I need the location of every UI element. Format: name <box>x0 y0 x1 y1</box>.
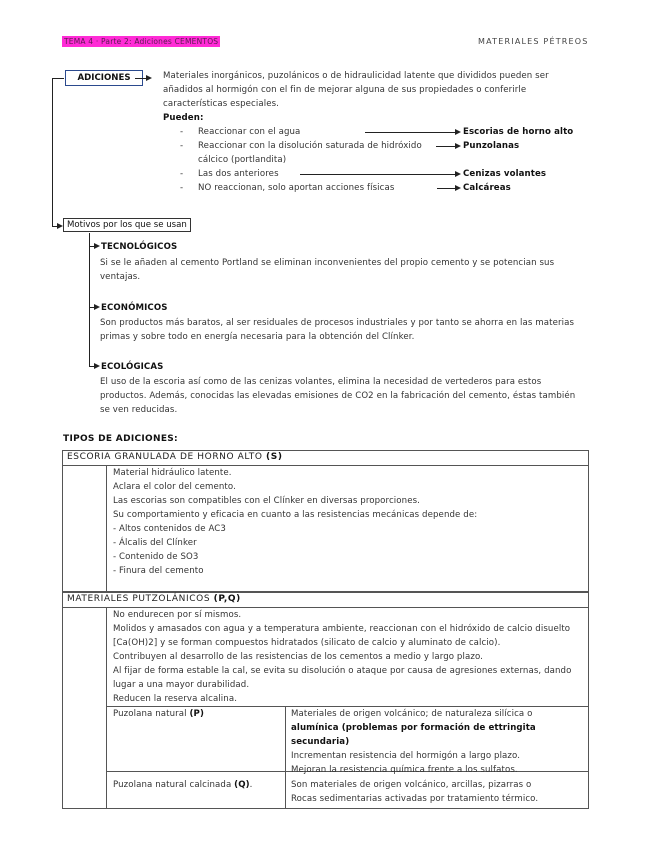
pueden-result: Punzolanas <box>463 141 520 151</box>
motivo-line: El uso de la escoria así como de las cenizas volantes, elimina la necesidad de vertederos para estos <box>100 377 542 387</box>
natural-line: Incrementan resistencia del hormigón a largo plazo. <box>291 751 521 761</box>
puzolana-calcinada-label <box>113 778 252 792</box>
puzolana-calcinada-code: (Q) <box>234 780 250 790</box>
motivos-box: Motivos por los que se usan <box>63 218 191 232</box>
puzolanicos-line: lugar a una mayor durabilidad. <box>113 680 250 690</box>
escoria-line: - Contenido de SO3 <box>113 552 199 562</box>
arrow-head-icon <box>146 75 152 81</box>
motivo-text <box>100 375 600 417</box>
escoria-line: Material hidráulico latente. <box>113 468 232 478</box>
definition-line: Materiales inorgánicos, puzolánicos o de hidraulicidad latente que divididos pueden ser <box>163 71 549 81</box>
puzolana-calcinada-suffix: . <box>249 780 253 790</box>
motivo-line: productos. Además, conocidas las elevadas emisiones de CO2 en la fabricación del cemento, éstas también <box>100 391 576 401</box>
connector-line <box>89 233 90 366</box>
adiciones-box: ADICIONES <box>65 70 143 86</box>
tipos-title: TIPOS DE ADICIONES: <box>63 434 178 444</box>
escoria-line: - Finura del cemento <box>113 566 204 576</box>
arrow-head-icon <box>94 304 100 310</box>
arrow-head-icon <box>455 129 461 135</box>
motivo-line: Son productos más baratos, al ser residuales de procesos industriales y por tanto se ahorra en las materias <box>100 318 575 328</box>
pueden-item: Las dos anteriores <box>198 169 279 179</box>
escoria-line: Su comportamiento y eficacia en cuanto a las resistencias mecánicas depende de: <box>113 510 478 520</box>
bullet-dash: - <box>180 183 184 193</box>
bullet-dash: - <box>180 141 184 151</box>
motivo-line: se ven reducidas. <box>100 405 178 415</box>
calcinada-line: Son materiales de origen volcánico, arcillas, pizarras o <box>291 780 532 790</box>
puzolana-natural-desc <box>291 707 586 777</box>
motivo-line: primas y sobre todo en energía necesaria para la obtención del Clínker. <box>100 332 415 342</box>
escoria-code: (S) <box>266 452 283 462</box>
motivo-line: Si se le añaden al cemento Portland se eliminan inconvenientes del propio cemento y se potencian sus <box>100 258 555 268</box>
pueden-result: Calcáreas <box>463 183 511 193</box>
puzolanicos-line: No endurecen por sí mismos. <box>113 610 242 620</box>
subject-title: MATERIALES PÉTREOS <box>478 37 589 46</box>
arrow-head-icon <box>455 185 461 191</box>
table-divider <box>285 706 286 808</box>
arrow-line <box>437 188 457 189</box>
escoria-line: - Álcalis del Clínker <box>113 538 197 548</box>
definition-line: añadidos al hormigón con el fin de mejorar alguna de sus propiedades o conferirle <box>163 85 527 95</box>
motivo-title: ECONÓMICOS <box>101 303 168 313</box>
puzolanicos-body <box>113 608 585 706</box>
motivo-text <box>100 256 600 284</box>
escoria-line: - Altos contenidos de AC3 <box>113 524 226 534</box>
puzolanicos-header <box>67 594 241 604</box>
puzolana-calcinada-name: Puzolana natural calcinada <box>113 780 232 790</box>
escoria-header <box>67 452 283 462</box>
puzolanicos-line: [Ca(OH)2] y se forman compuestos hidratados (silicato de calcio y aluminato de calcio). <box>113 638 501 648</box>
arrow-line <box>436 146 456 147</box>
natural-line-bold: alumínica (problemas por formación de ettringita secundaria) <box>291 723 536 747</box>
pueden-label: Pueden: <box>163 113 204 123</box>
pueden-item: NO reaccionan, solo aportan acciones físicas <box>198 183 395 193</box>
bullet-dash: - <box>180 127 184 137</box>
arrow-line <box>300 174 457 175</box>
pueden-result: Cenizas volantes <box>463 169 547 179</box>
adiciones-definition <box>163 69 583 111</box>
bullet-dash: - <box>180 169 184 179</box>
puzolanicos-code: (P,Q) <box>213 594 241 604</box>
table-divider <box>106 607 107 808</box>
connector-line <box>52 78 64 79</box>
arrow-line <box>365 132 457 133</box>
pueden-item-cont: cálcico (portlandita) <box>198 155 287 165</box>
escoria-body <box>113 466 583 578</box>
puzolanicos-header-label: MATERIALES PUTZOLÁNICOS <box>67 594 211 604</box>
escoria-line: Aclara el color del cemento. <box>113 482 236 492</box>
calcinada-line: Rocas sedimentarias activadas por tratamiento térmico. <box>291 794 539 804</box>
natural-line: Mejoran la resistencia química frente a los sulfatos. <box>291 765 518 775</box>
pueden-item: Reaccionar con la disolución saturada de hidróxido <box>198 141 422 151</box>
arrow-head-icon <box>94 243 100 249</box>
natural-line: Materiales de origen volcánico; de naturaleza silícica o <box>291 709 533 719</box>
motivo-text <box>100 316 600 344</box>
pueden-item: Reaccionar con el agua <box>198 127 301 137</box>
puzolana-natural-name: Puzolana natural <box>113 709 187 719</box>
arrow-head-icon <box>455 143 461 149</box>
arrow-head-icon <box>455 171 461 177</box>
topic-highlight: TEMA 4 · Parte 2: Adiciones CEMENTOS <box>64 37 219 46</box>
definition-line: características especiales. <box>163 99 279 109</box>
arrow-head-icon <box>94 363 100 369</box>
motivo-title: ECOLÓGICAS <box>101 362 164 372</box>
connector-line <box>52 78 53 226</box>
table-divider <box>106 465 107 591</box>
puzolanicos-line: Al fijar de forma estable la cal, se evita su disolución o ataque por causa de agresiones externas, dando <box>113 666 572 676</box>
motivo-title: TECNOLÓGICOS <box>101 242 178 252</box>
escoria-header-label: ESCORIA GRANULADA DE HORNO ALTO <box>67 452 263 462</box>
puzolana-natural-code: (P) <box>189 709 204 719</box>
pueden-result: Escorias de horno alto <box>463 127 574 137</box>
puzolana-calcinada-desc <box>291 778 586 806</box>
puzolanicos-line: Reducen la reserva alcalina. <box>113 694 238 704</box>
puzolana-natural-label <box>113 707 204 721</box>
puzolanicos-line: Molidos y amasados con agua y a temperatura ambiente, reaccionan con el hidróxido de calcio disuelto <box>113 624 571 634</box>
escoria-line: Las escorias son compatibles con el Clínker en diversas proporciones. <box>113 496 420 506</box>
puzolanicos-line: Contribuyen al desarrollo de las resistencias de los cementos a medio y largo plazo. <box>113 652 483 662</box>
motivo-line: ventajas. <box>100 272 141 282</box>
